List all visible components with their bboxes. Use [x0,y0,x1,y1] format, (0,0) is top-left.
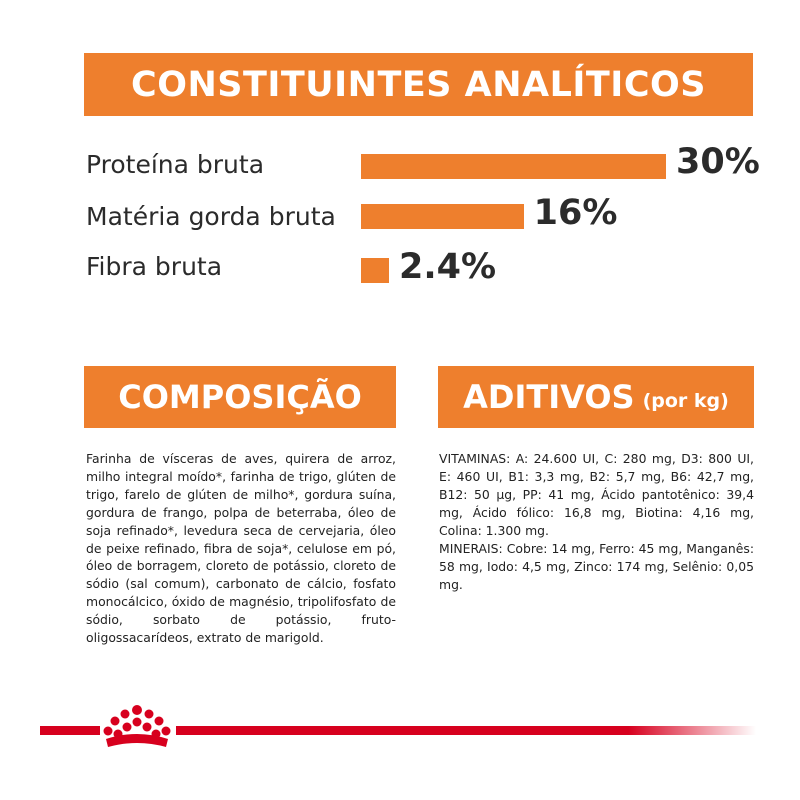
fat-bar [361,204,524,229]
crown-logo-icon [98,703,176,751]
additives-minerals-text: MINERAIS: Cobre: 14 mg, Ferro: 45 mg, Manganês: 58 mg, Iodo: 4,5 mg, Zinco: 174 mg, Selênio: 0,05 mg. [439,541,754,592]
additives-title-suffix: (por kg) [642,390,729,412]
protein-bar [361,154,666,179]
composition-title: COMPOSIÇÃO [118,378,362,416]
additives-title: ADITIVOS [463,378,635,416]
additives-banner [438,366,754,428]
analytic-constituents-title: CONSTITUINTES ANALÍTICOS [131,64,706,105]
protein-value: 30% [676,142,760,182]
fiber-label: Fibra bruta [86,252,223,281]
brand-line-left [40,726,100,735]
composition-text: Farinha de vísceras de aves, quirera de arroz, milho integral moído*, farinha de trigo, glúten de trigo, farelo de glúten de milho*, gordura suína, gordura de frango, polpa de beterraba, óleo de soja refinado*, levedura seca de cervejaria, óleo de peixe refinado, fibra de soja*, celulose em pó, óleo de borragem, cloreto de potássio, cloreto de sódio (sal comum), carbonato de cálcio, fosfato monocálcico, óxido de magnésio, tripolifosfato de sódio, sorbato de potássio, fruto-oligossacarídeos, extrato de marigold. [86,451,396,646]
fat-label: Matéria gorda bruta [86,202,336,231]
analytic-constituents-banner [84,53,753,116]
fiber-bar [361,258,389,283]
brand-line-right [176,726,756,735]
additives-vitamins-text: VITAMINAS: A: 24.600 UI, C: 280 mg, D3: 800 UI, E: 460 UI, B1: 3,3 mg, B2: 5,7 mg, B6: 42,7 mg, B12: 50 µg, PP: 41 mg, Ácido pantotênico: 39,4 mg, Ácido fólico: 16,8 mg, Biotina: 4,16 mg, Colina: 1.300 mg. [439,451,754,538]
fat-value: 16% [533,193,618,233]
protein-label: Proteína bruta [86,150,265,179]
composition-banner [84,366,396,428]
fiber-value: 2.4% [399,247,497,287]
